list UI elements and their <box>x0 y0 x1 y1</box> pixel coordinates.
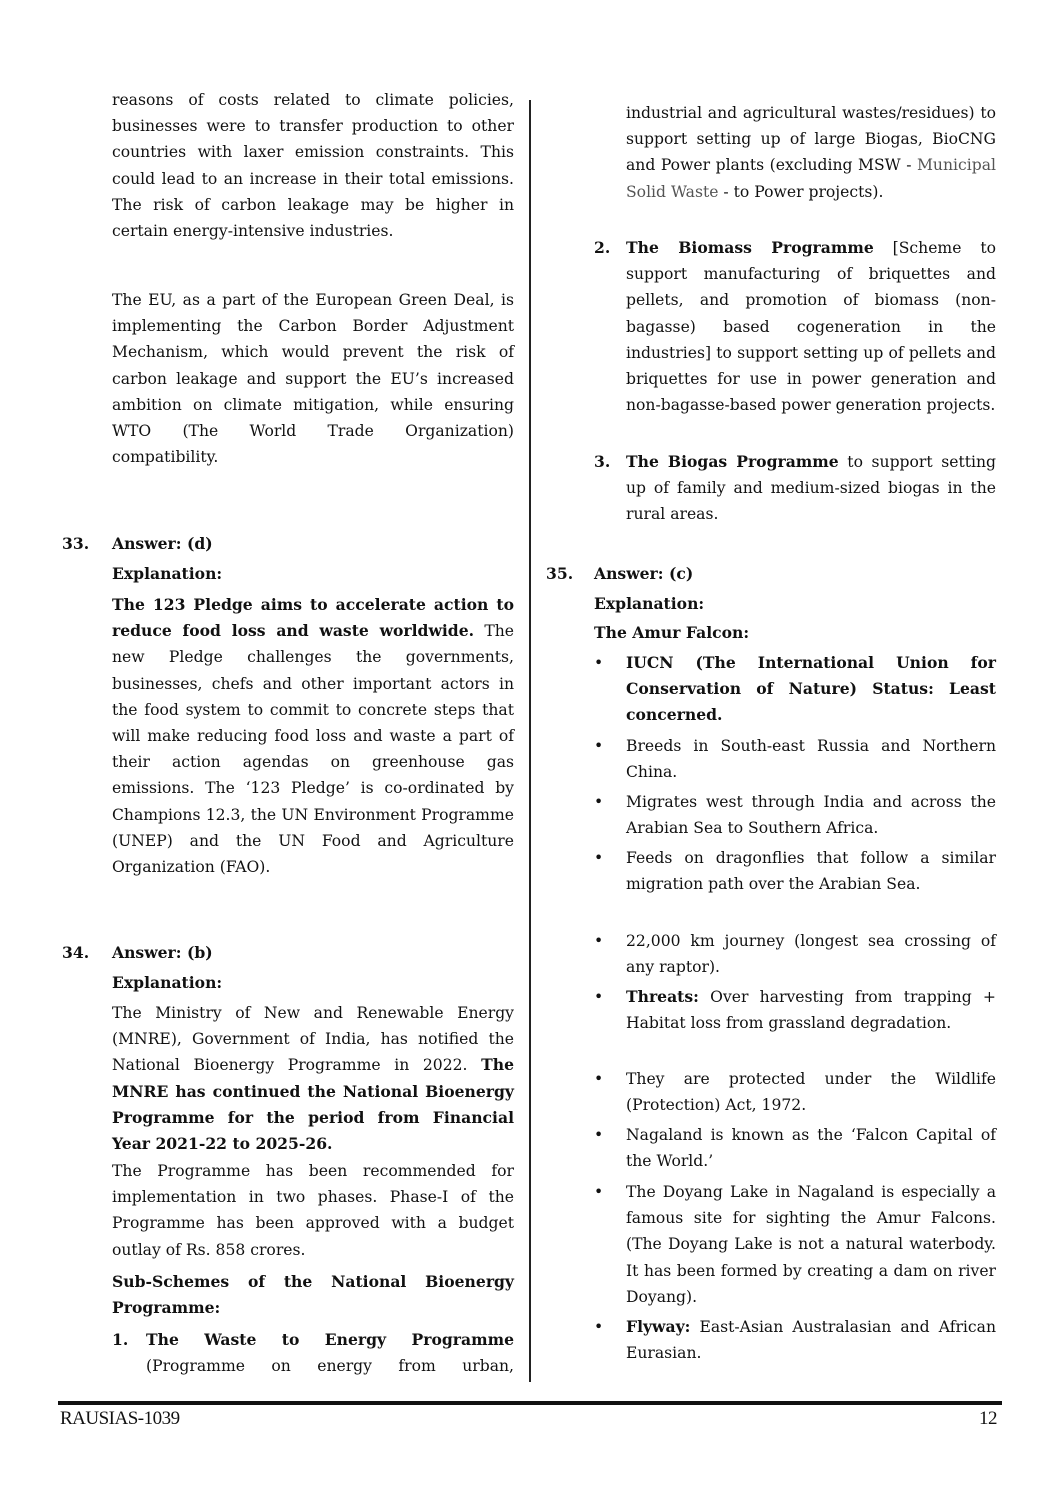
highlight-text: The 123 Pledge aims to accelerate action to reduce food loss and waste worldwide. <box>112 595 514 641</box>
list-item-text <box>626 100 996 205</box>
question-number: 33. <box>62 534 90 553</box>
explanation-label: Explanation: <box>112 564 223 583</box>
answer-label: Answer: (b) <box>112 943 213 962</box>
bullet-item <box>626 733 996 785</box>
bullet-icon: • <box>594 1126 604 1144</box>
bullet-item <box>626 1066 996 1118</box>
page-number: 12 <box>979 1408 997 1429</box>
list-number: 3. <box>594 452 611 471</box>
bullet-icon: • <box>594 1183 604 1201</box>
bullet-bold-text: IUCN (The International Union for Conservation of Nature) Status: Least concerned. <box>626 653 996 725</box>
list-number: 2. <box>594 238 611 257</box>
list-item <box>626 449 996 528</box>
body-text: to support setting up of family and medium-sized biogas in the rural areas. <box>626 453 997 524</box>
explanation-text <box>112 1000 514 1157</box>
bullet-text: They are protected under the Wildlife (Protection) Act, 1972. <box>626 1070 996 1115</box>
list-item-title: The Waste to Energy Programme <box>146 1330 514 1349</box>
body-text: - to Power projects). <box>718 182 884 201</box>
sub-schemes-heading: Sub-Schemes of the National Bioenergy Programme: <box>112 1272 514 1318</box>
bullet-text: Over harvesting from trapping + Habitat loss from grassland degradation. <box>626 988 996 1033</box>
question-number: 35. <box>546 564 574 583</box>
bullet-bold-text: Flyway: <box>626 1317 691 1336</box>
list-item-title: The Biogas Programme <box>626 452 839 471</box>
bullet-text: Nagaland is known as the ‘Falcon Capital of the World.’ <box>626 1126 996 1171</box>
bullet-bold-text: Threats: <box>626 987 699 1006</box>
explanation-text <box>112 592 514 880</box>
list-item-title: The Biomass Programme <box>626 238 874 257</box>
bullet-icon: • <box>594 932 604 950</box>
list-number: 1. <box>112 1330 129 1349</box>
bullet-icon: • <box>594 654 604 672</box>
bullet-item <box>626 1122 996 1174</box>
bullet-text: The Doyang Lake in Nagaland is especially a famous site for sighting the Amur Falcons. (The Doyang Lake is not a natural waterbody. It has been formed by creating a dam on river Doyang). <box>626 1183 996 1306</box>
highlight-text: The MNRE has continued the National Bioenergy Programme for the period from Financial Year 2021-22 to 2025-26. <box>112 1055 514 1154</box>
bullet-icon: • <box>594 1070 604 1088</box>
bullet-text: 22,000 km journey (longest sea crossing of any raptor). <box>626 932 996 977</box>
gray-text: Municipal Solid Waste <box>626 156 996 201</box>
footer-code: RAUSIAS-1039 <box>60 1408 180 1429</box>
paragraph-carbon-leakage: reasons of costs related to climate policies, businesses were to transfer production to other countries with laxer emission constraints. This could lead to an increase in their total emissions. The risk of carbon leakage may be higher in certain energy-intensive industries. <box>112 91 514 241</box>
bullet-icon: • <box>594 737 604 755</box>
explanation-text: The Programme has been recommended for implementation in two phases. Phase-I of the Programme has been approved with a budget outlay of Rs. 858 crores. <box>112 1162 514 1259</box>
answer-label: Answer: (c) <box>594 564 694 583</box>
body-text: [Scheme to support manufacturing of briquettes and pellets, and promotion of biomass (non-bagasse) based cogeneration in the industries] to support setting up of pellets and briquettes for use in power generation and non-bagasse-based power generation projects. <box>626 239 997 415</box>
list-item <box>626 235 996 418</box>
bullet-item <box>626 845 996 897</box>
bullet-icon: • <box>594 849 604 867</box>
explanation-label: Explanation: <box>594 594 705 613</box>
bullet-item <box>626 1179 996 1310</box>
bullet-item <box>626 650 996 729</box>
bullet-item <box>626 789 996 841</box>
amur-falcon-heading: The Amur Falcon: <box>594 623 750 642</box>
bullet-icon: • <box>594 1318 604 1336</box>
question-number: 34. <box>62 943 90 962</box>
bullet-item <box>626 1314 996 1366</box>
list-item-text: (Programme on energy from urban, <box>146 1357 514 1375</box>
bullet-icon: • <box>594 793 604 811</box>
bullet-item <box>626 984 996 1036</box>
body-text: The Ministry of New and Renewable Energy (MNRE), Government of India, has notified the National Bioenergy Programme in 2022. <box>112 1004 514 1075</box>
bullet-icon: • <box>594 988 604 1006</box>
column-divider <box>529 100 531 1382</box>
footer-rule <box>58 1401 1002 1405</box>
bullet-text: East-Asian Australasian and African Eurasian. <box>626 1318 996 1363</box>
bullet-item <box>626 928 996 980</box>
bullet-text: Feeds on dragonflies that follow a similar migration path over the Arabian Sea. <box>626 849 996 894</box>
answer-label: Answer: (d) <box>112 534 213 553</box>
body-text: industrial and agricultural wastes/residues) to support setting up of large Biogas, BioCNG and Power plants (excluding MSW - <box>626 104 996 175</box>
paragraph-eu-cbam: The EU, as a part of the European Green Deal, is implementing the Carbon Border Adjustment Mechanism, which would prevent the risk of carbon leakage and support the EU’s increased ambition on climate mitigation, while ensuring WTO (The World Trade Organization) compatibility. <box>112 291 514 467</box>
body-text: The new Pledge challenges the governments, businesses, chefs and other important actors in the food system to commit to concrete steps that will make reducing food loss and waste a part of their action agendas on greenhouse gas emissions. The ‘123 Pledge’ is co-ordinated by Champions 12.3, the UN Environment Programme (UNEP) and the UN Food and Agriculture Organization (FAO). <box>112 622 514 877</box>
bullet-text: Migrates west through India and across the Arabian Sea to Southern Africa. <box>626 793 996 838</box>
bullet-text: Breeds in South-east Russia and Northern China. <box>626 737 996 782</box>
explanation-label: Explanation: <box>112 973 223 992</box>
